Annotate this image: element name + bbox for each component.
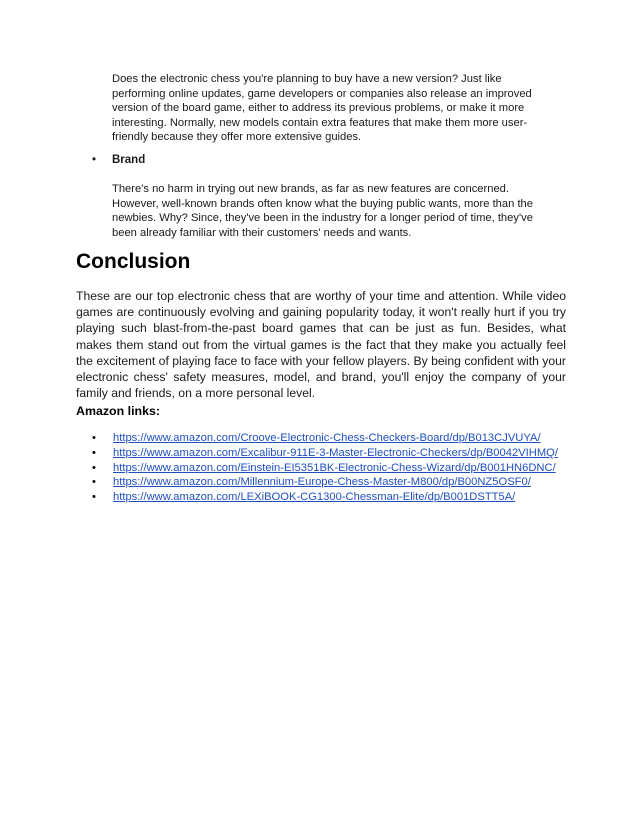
list-item bbox=[92, 432, 562, 445]
new-version-section bbox=[112, 72, 552, 145]
conclusion-paragraph: These are our top electronic chess that are worthy of your time and attention. While video games are continuously evolving and gaining popularity today, it won't really hurt if you try playing such blast-from-the-past board games that can be just as fun. Besides, what makes them stand out from the virtual games is the fact that they make you actually feel the excitement of playing face to face with your fellow players. By being confident with your electronic chess' safety measures, model, and brand, you'll enjoy the company of your family and friends, on a more personal level. bbox=[76, 289, 566, 401]
bullet-dot: • bbox=[92, 461, 96, 474]
list-item bbox=[92, 462, 562, 475]
brand-paragraph: There's no harm in trying out new brands, as far as new features are concerned. However, well-known brands often know what the buying public wants, more than the newbies. Why? Since, they've been in the industry for a longer period of time, they've been already familiar with their customers' needs and wants. bbox=[112, 183, 534, 239]
list-item bbox=[92, 447, 562, 460]
brand-section bbox=[112, 182, 552, 240]
bullet-dot: • bbox=[92, 432, 96, 444]
amazon-link-einstein[interactable]: https://www.amazon.com/Einstein-EI5351BK-Electronic-Chess-Wizard/dp/B001HN6DNC/ bbox=[113, 461, 556, 474]
amazon-link-excalibur[interactable]: https://www.amazon.com/Excalibur-911E-3-Master-Electronic-Checkers/dp/B0042VIHMQ/ bbox=[113, 446, 558, 459]
list-item bbox=[92, 476, 562, 489]
conclusion-heading: Conclusion bbox=[76, 250, 191, 273]
bullet-dot: • bbox=[92, 476, 96, 489]
amazon-link-croove[interactable]: https://www.amazon.com/Croove-Electronic-Chess-Checkers-Board/dp/B013CJVUYA/ bbox=[113, 432, 541, 444]
list-item bbox=[92, 491, 562, 504]
amazon-link-millennium[interactable]: https://www.amazon.com/Millennium-Europe-Chess-Master-M800/dp/B00NZ5OSF0/ bbox=[113, 476, 531, 489]
amazon-link-lexibook[interactable]: https://www.amazon.com/LEXiBOOK-CG1300-Chessman-Elite/dp/B001DSTT5A/ bbox=[113, 491, 516, 504]
bullet-dot: • bbox=[92, 491, 96, 504]
amazon-links-heading: Amazon links: bbox=[76, 404, 160, 418]
bullet-dot: • bbox=[92, 154, 97, 166]
new-version-paragraph: Does the electronic chess you're planning to buy have a new version? Just like performing online updates, game developers or companies also release an improved version of the board game, either to address its previous problems, or make it more interesting. Normally, new models contain extra features that make them more user-friendly because they offer more extensive guides. bbox=[112, 73, 532, 144]
brand-label: Brand bbox=[112, 154, 146, 166]
bullet-dot: • bbox=[92, 446, 96, 459]
amazon-links-list bbox=[92, 432, 562, 506]
